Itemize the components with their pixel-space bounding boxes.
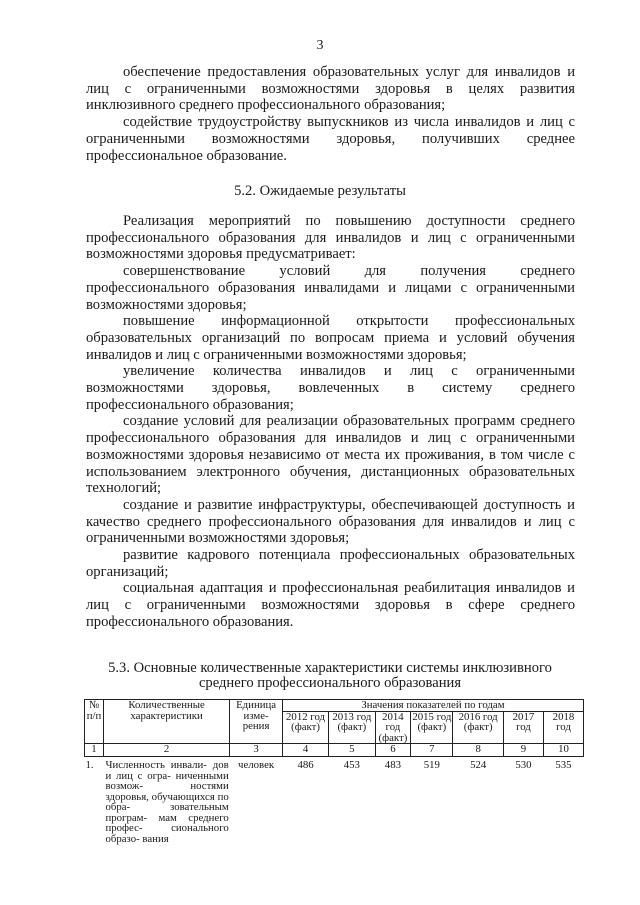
row-value: 530	[515, 759, 532, 771]
section-heading-5-2: 5.2. Ожидаемые результаты	[234, 183, 406, 199]
caption-line: среднего профессионального образования	[198, 675, 462, 691]
table-caption	[80, 661, 580, 691]
header-year: 2017 год	[503, 711, 543, 744]
paragraph: Реализация мероприятий по повышению доступности среднего профессионального образования для инвалидов и лиц с ограниченными возможностями здоровья предусматривает:	[86, 213, 575, 263]
header-values-by-year: Значения показателей по годам	[282, 700, 583, 712]
header-year: 2013 год (факт)	[329, 711, 375, 744]
paragraph: увеличение количества инвалидов и лиц с ограниченными возможностями здоровья, вовлеченных в систему среднего профессионального образования;	[86, 363, 575, 413]
header-unit: Единица изме- рения	[230, 700, 283, 744]
caption-line: 5.3. Основные количественные характеристики системы инклюзивного	[108, 660, 552, 676]
paragraph: повышение информационной открытости профессиональных образовательных организаций по вопросам приема и условий обучения инвалидов и лиц с ограниченными возможностями здоровья;	[86, 313, 575, 363]
section-2-text	[86, 213, 575, 631]
paragraph: социальная адаптация и профессиональная реабилитация инвалидов и лиц с ограниченными возможностями здоровья в сфере среднего профессионального образования.	[86, 580, 575, 630]
header-num: № п/п	[85, 700, 104, 744]
column-number: 1	[85, 744, 104, 757]
paragraph: создание условий для реализации образовательных программ среднего профессионального образования для инвалидов и лиц с ограниченными возможностями здоровья независимо от места их проживания, в том числе с использованием электронного обучения, дистанционных образовательных технологий;	[86, 413, 575, 497]
row-value: 453	[343, 759, 360, 771]
table-header-row	[85, 700, 584, 712]
table-row	[85, 757, 584, 845]
paragraph: создание и развитие инфраструктуры, обеспечивающей доступность и качество среднего профессионального образования для инвалидов и лиц с ограниченными возможностями здоровья;	[86, 496, 575, 547]
indicators-table	[84, 699, 584, 844]
row-value: 486	[297, 759, 314, 771]
row-value: 519	[423, 759, 440, 771]
page-number: 3	[316, 38, 324, 53]
row-unit: человек	[238, 759, 275, 771]
row-number: 1.	[85, 759, 94, 771]
column-number: 3	[230, 744, 283, 757]
header-characteristics: Количественные характеристики	[103, 700, 229, 744]
column-number: 7	[411, 744, 453, 757]
row-value: 483	[384, 759, 401, 771]
paragraph: совершенствование условий для получения среднего профессионального образования инвалидами и лицами с ограниченными возможностями здоровья;	[86, 263, 575, 313]
column-number: 9	[503, 744, 543, 757]
row-characteristic: Численность инвали- дов и лиц с огра- ниченными возмож- ностями здоровья, обучающихся по обра- зовательным програм- мам среднего профес- сионального образо- вания	[105, 759, 229, 845]
section-1-text	[86, 64, 575, 164]
column-number: 2	[103, 744, 229, 757]
paragraph: развитие кадрового потенциала профессиональных образовательных организаций;	[86, 547, 575, 580]
column-number: 5	[329, 744, 375, 757]
header-year: 2012 год (факт)	[282, 711, 328, 744]
header-year: 2014 год (факт)	[375, 711, 411, 744]
row-value: 535	[555, 759, 572, 771]
paragraph: обеспечение предоставления образовательных услуг для инвалидов и лиц с ограниченными возможностями здоровья в целях развития инклюзивного среднего профессионального образования;	[86, 64, 575, 114]
column-number: 4	[282, 744, 328, 757]
column-number: 10	[543, 744, 583, 757]
header-year: 2016 год (факт)	[453, 711, 504, 744]
header-year: 2018 год	[543, 711, 583, 744]
row-value: 524	[470, 759, 487, 771]
header-year: 2015 год (факт)	[411, 711, 453, 744]
column-numbers-row	[85, 744, 584, 757]
paragraph: содействие трудоустройству выпускников из числа инвалидов и лиц с ограниченными возможностями здоровья, получивших среднее профессиональное образование.	[86, 114, 575, 164]
column-number: 8	[453, 744, 504, 757]
column-number: 6	[375, 744, 411, 757]
